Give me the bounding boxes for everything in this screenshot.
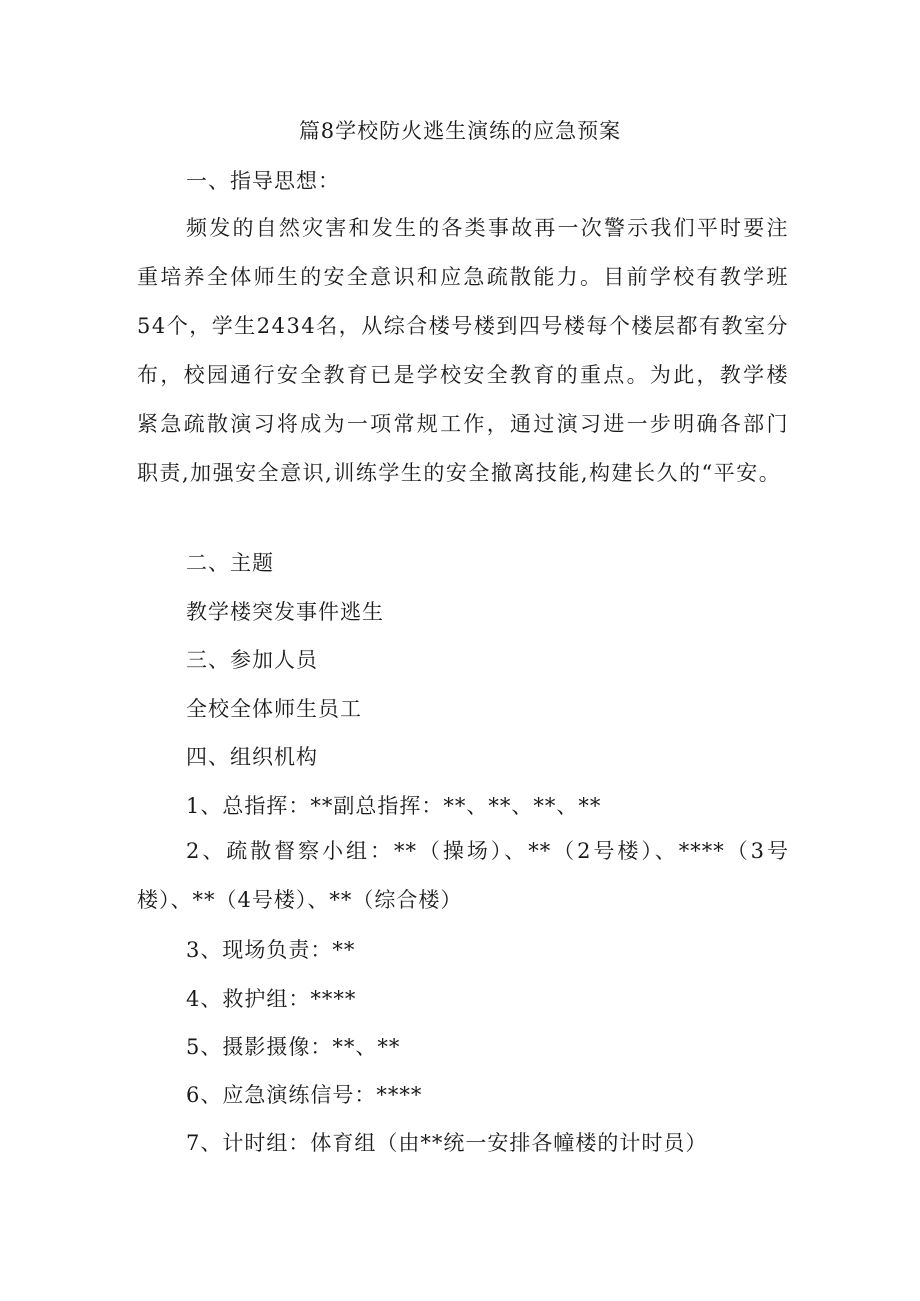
- section-heading-theme: 二、主题: [186, 551, 274, 575]
- section-heading-organization: 四、组织机构: [186, 745, 318, 769]
- org-item: 5、摄影摄像：**、**: [186, 1035, 401, 1059]
- org-item: 3、现场负责：**: [186, 938, 356, 962]
- org-item: 1、总指挥：**副总指挥：**、**、**、**: [186, 794, 602, 818]
- org-item: 7、计时组：体育组（由**统一安排各幢楼的计时员）: [186, 1131, 708, 1155]
- document-title: 篇8学校防火逃生演练的应急预案: [298, 119, 622, 143]
- section-heading-participants: 三、参加人员: [186, 648, 318, 672]
- org-item: 2、疏散督察小组：**（操场）、**（2号楼）、****（3号楼）、**（4号楼）、**（综合楼）: [137, 839, 789, 912]
- paragraph-guiding-body: 频发的自然灾害和发生的各类事故再一次警示我们平时要注重培养全体师生的安全意识和应急疏散能力。目前学校有教学班54个，学生2434名，从综合楼号楼到四号楼每个楼层都有教室分布，校园通行安全教育已是学校安全教育的重点。为此，教学楼紧急疏散演习将成为一项常规工作，通过演习进一步明确各部门职责,加强安全意识,训练学生的安全撤离技能,构建长久的“平安。: [137, 216, 789, 485]
- paragraph-theme-body: 教学楼突发事件逃生: [186, 600, 384, 624]
- section-heading-guiding: 一、指导思想：: [186, 169, 340, 193]
- org-item: 4、救护组：****: [186, 987, 357, 1011]
- org-item: 6、应急演练信号：****: [186, 1083, 423, 1107]
- paragraph-participants-body: 全校全体师生员工: [186, 697, 362, 721]
